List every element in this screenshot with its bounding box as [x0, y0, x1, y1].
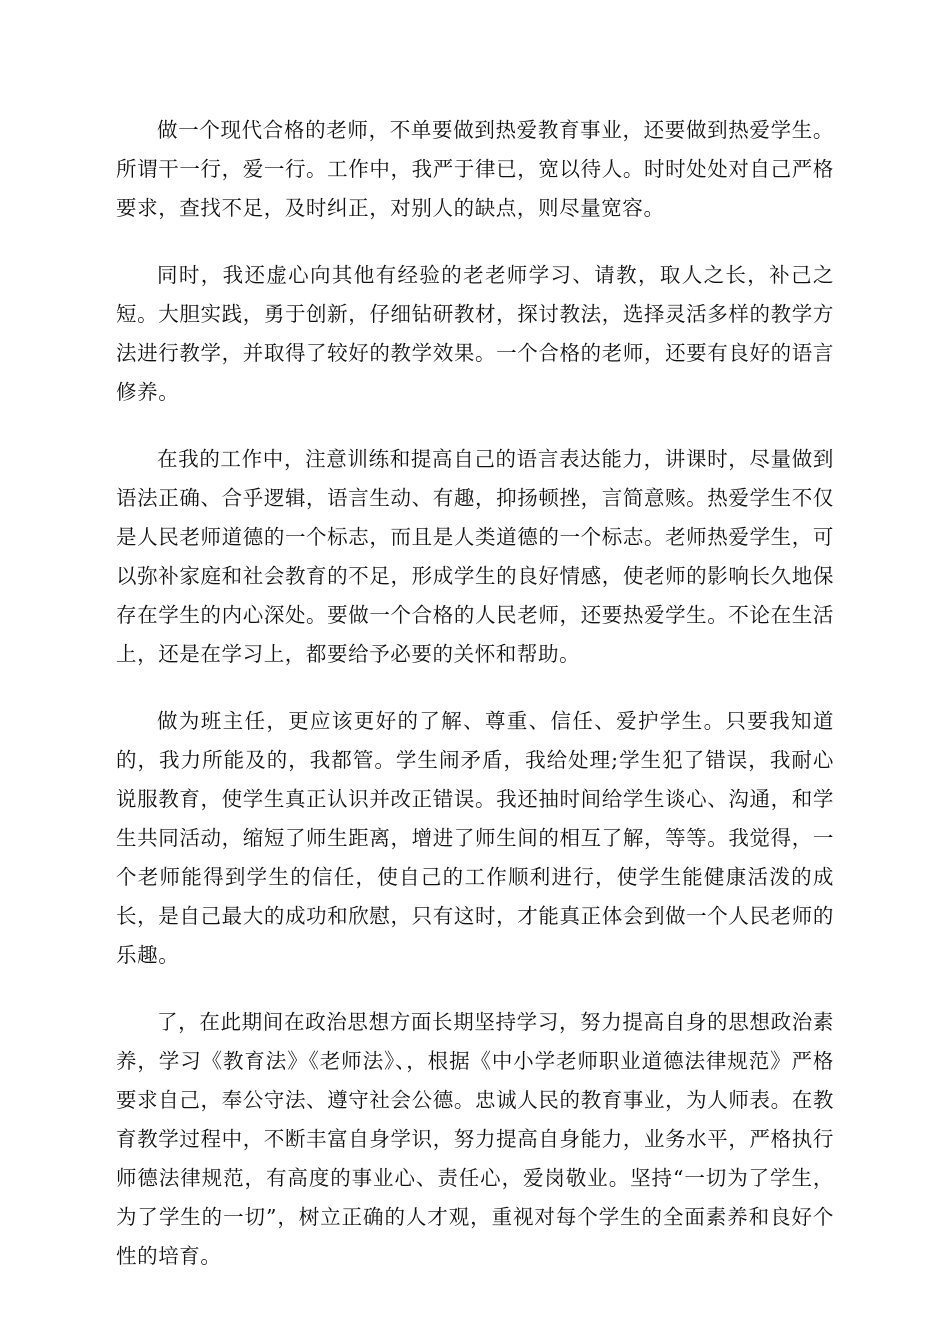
paragraph-1: 做一个现代合格的老师，不单要做到热爱教育事业，还要做到热爱学生。所谓干一行，爱一行。工作中，我严于律已，宽以待人。时时处处对自己严格要求，查找不足，及时纠正，对别人的缺点，则尽量宽容。 [116, 118, 834, 220]
paragraph-2: 同时，我还虚心向其他有经验的老老师学习、请教，取人之长，补己之短。大胆实践，勇于创新，仔细钻研教材，探讨教法，选择灵活多样的教学方法进行教学，并取得了较好的教学效果。一个合格的老师，还要有良好的语言修养。 [116, 263, 834, 404]
document-body [116, 111, 834, 1276]
paragraph-3: 在我的工作中，注意训练和提高自己的语言表达能力，讲课时，尽量做到语法正确、合乎逻辑，语言生动、有趣，抑扬顿挫，言简意赅。热爱学生不仅是人民老师道德的一个标志，而且是人类道德的一个标志。老师热爱学生，可以弥补家庭和社会教育的不足，形成学生的良好情感，使老师的影响长久地保存在学生的内心深处。要做一个合格的人民老师，还要热爱学生。不论在生活上，还是在学习上，都要给予必要的关怀和帮助。 [116, 447, 834, 666]
paragraph-5: 了，在此期间在政治思想方面长期坚持学习，努力提高自身的思想政治素养，学习《教育法》《老师法》、，根据《中小学老师职业道德法律规范》严格要求自己，奉公守法、遵守社会公德。忠诚人民的教育事业，为人师表。在教育教学过程中，不断丰富自身学识，努力提高自身能力，业务水平，严格执行师德法律规范，有高度的事业心、责任心，爱岗敬业。坚持“一切为了学生，为了学生的一切”，树立正确的人才观，重视对每个学生的全面素养和良好个性的培育。 [116, 1010, 834, 1268]
paragraph-4: 做为班主任，更应该更好的了解、尊重、信任、爱护学生。只要我知道的，我力所能及的，我都管。学生闹矛盾，我给处理;学生犯了错误，我耐心说服教育，使学生真正认识并改正错误。我还抽时间给学生谈心、沟通，和学生共同活动，缩短了师生距离，增进了师生间的相互了解，等等。我觉得，一个老师能得到学生的信任，使自己的工作顺利进行，使学生能健康活泼的成长，是自己最大的成功和欣慰，只有这时，才能真正体会到做一个人民老师的乐趣。 [116, 709, 834, 967]
